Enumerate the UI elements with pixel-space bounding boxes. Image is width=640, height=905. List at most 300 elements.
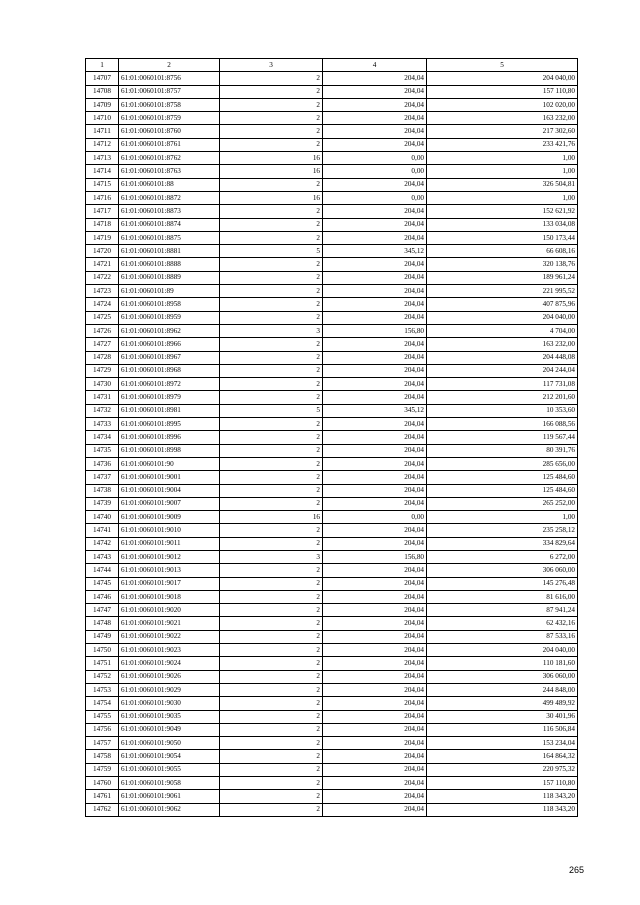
table-row [86, 457, 578, 470]
row-number-cell: 14723 [86, 285, 119, 298]
table-row [86, 750, 578, 763]
cadastral-number-cell: 61:01:0060101:8881 [119, 245, 220, 258]
cadastral-number-cell: 61:01:0060101:9007 [119, 497, 220, 510]
table-row [86, 165, 578, 178]
row-number-cell: 14719 [86, 231, 119, 244]
row-number-cell: 14721 [86, 258, 119, 271]
cadastral-number-cell: 61:01:0060101:9055 [119, 763, 220, 776]
code-cell: 2 [220, 138, 323, 151]
table-row [86, 152, 578, 165]
rate-cell: 0,00 [323, 152, 427, 165]
code-cell: 16 [220, 152, 323, 165]
table-row [86, 258, 578, 271]
table-row [86, 218, 578, 231]
table-row [86, 418, 578, 431]
row-number-cell: 14739 [86, 497, 119, 510]
row-number-cell: 14746 [86, 590, 119, 603]
value-cell: 125 484,60 [427, 471, 578, 484]
code-cell: 2 [220, 750, 323, 763]
rate-cell: 204,04 [323, 750, 427, 763]
row-number-cell: 14744 [86, 564, 119, 577]
rate-cell: 204,04 [323, 723, 427, 736]
rate-cell: 204,04 [323, 697, 427, 710]
code-cell: 2 [220, 231, 323, 244]
code-cell: 2 [220, 604, 323, 617]
row-number-cell: 14734 [86, 431, 119, 444]
header-row [86, 59, 578, 72]
header-cell-1: 1 [86, 59, 119, 72]
cadastral-number-cell: 61:01:0060101:8873 [119, 205, 220, 218]
row-number-cell: 14754 [86, 697, 119, 710]
rate-cell: 204,04 [323, 670, 427, 683]
rate-cell: 204,04 [323, 378, 427, 391]
value-cell: 235 258,12 [427, 524, 578, 537]
code-cell: 2 [220, 298, 323, 311]
table-row [86, 351, 578, 364]
row-number-cell: 14736 [86, 457, 119, 470]
rate-cell: 204,04 [323, 471, 427, 484]
value-cell: 4 704,00 [427, 324, 578, 337]
row-number-cell: 14741 [86, 524, 119, 537]
value-cell: 189 961,24 [427, 271, 578, 284]
table-row [86, 777, 578, 790]
code-cell: 3 [220, 550, 323, 563]
row-number-cell: 14743 [86, 550, 119, 563]
table-row [86, 391, 578, 404]
row-number-cell: 14757 [86, 737, 119, 750]
code-cell: 16 [220, 191, 323, 204]
cadastral-number-cell: 61:01:0060101:8968 [119, 364, 220, 377]
rate-cell: 204,04 [323, 790, 427, 803]
code-cell: 2 [220, 205, 323, 218]
row-number-cell: 14711 [86, 125, 119, 138]
value-cell: 204 040,00 [427, 644, 578, 657]
code-cell: 2 [220, 431, 323, 444]
table-row [86, 590, 578, 603]
header-cell-2: 2 [119, 59, 220, 72]
code-cell: 2 [220, 763, 323, 776]
rate-cell: 0,00 [323, 165, 427, 178]
value-cell: 157 110,80 [427, 85, 578, 98]
cadastral-number-cell: 61:01:0060101:8760 [119, 125, 220, 138]
cadastral-number-cell: 61:01:0060101:8762 [119, 152, 220, 165]
value-cell: 244 848,00 [427, 683, 578, 696]
cadastral-number-cell: 61:01:0060101:8959 [119, 311, 220, 324]
row-number-cell: 14713 [86, 152, 119, 165]
code-cell: 2 [220, 444, 323, 457]
table-row [86, 138, 578, 151]
value-cell: 334 829,64 [427, 537, 578, 550]
value-cell: 117 731,08 [427, 378, 578, 391]
code-cell: 5 [220, 404, 323, 417]
cadastral-number-cell: 61:01:0060101:8981 [119, 404, 220, 417]
value-cell: 164 864,32 [427, 750, 578, 763]
table-row [86, 630, 578, 643]
code-cell: 2 [220, 737, 323, 750]
code-cell: 2 [220, 723, 323, 736]
value-cell: 102 020,00 [427, 98, 578, 111]
value-cell: 221 995,52 [427, 285, 578, 298]
table-row [86, 431, 578, 444]
row-number-cell: 14712 [86, 138, 119, 151]
table-row [86, 324, 578, 337]
cadastral-number-cell: 61:01:0060101:9004 [119, 484, 220, 497]
rate-cell: 204,04 [323, 311, 427, 324]
table-row [86, 803, 578, 816]
cadastral-number-cell: 61:01:0060101:9011 [119, 537, 220, 550]
value-cell: 285 656,00 [427, 457, 578, 470]
rate-cell: 0,00 [323, 511, 427, 524]
value-cell: 152 621,92 [427, 205, 578, 218]
cadastral-number-cell: 61:01:0060101:9026 [119, 670, 220, 683]
cadastral-number-cell: 61:01:0060101:89 [119, 285, 220, 298]
value-cell: 204 448,08 [427, 351, 578, 364]
rate-cell: 204,04 [323, 564, 427, 577]
row-number-cell: 14735 [86, 444, 119, 457]
value-cell: 87 941,24 [427, 604, 578, 617]
table-row [86, 311, 578, 324]
rate-cell: 204,04 [323, 178, 427, 191]
table-row [86, 205, 578, 218]
table-row [86, 378, 578, 391]
table-row [86, 245, 578, 258]
code-cell: 2 [220, 418, 323, 431]
code-cell: 2 [220, 457, 323, 470]
rate-cell: 204,04 [323, 391, 427, 404]
cadastral-number-cell: 61:01:0060101:9010 [119, 524, 220, 537]
rate-cell: 204,04 [323, 364, 427, 377]
table-row [86, 723, 578, 736]
header-cell-5: 5 [427, 59, 578, 72]
cadastral-number-cell: 61:01:0060101:8998 [119, 444, 220, 457]
table-header [86, 59, 578, 72]
rate-cell: 204,04 [323, 338, 427, 351]
code-cell: 2 [220, 590, 323, 603]
code-cell: 2 [220, 630, 323, 643]
header-cell-3: 3 [220, 59, 323, 72]
row-number-cell: 14716 [86, 191, 119, 204]
rate-cell: 204,04 [323, 630, 427, 643]
code-cell: 2 [220, 524, 323, 537]
table-row [86, 577, 578, 590]
table-row [86, 550, 578, 563]
code-cell: 2 [220, 178, 323, 191]
value-cell: 499 489,92 [427, 697, 578, 710]
cadastral-number-cell: 61:01:0060101:9062 [119, 803, 220, 816]
row-number-cell: 14756 [86, 723, 119, 736]
row-number-cell: 14760 [86, 777, 119, 790]
rate-cell: 204,04 [323, 351, 427, 364]
value-cell: 62 432,16 [427, 617, 578, 630]
code-cell: 2 [220, 72, 323, 85]
rate-cell: 204,04 [323, 590, 427, 603]
code-cell: 3 [220, 324, 323, 337]
value-cell: 80 391,76 [427, 444, 578, 457]
rate-cell: 204,04 [323, 683, 427, 696]
row-number-cell: 14752 [86, 670, 119, 683]
value-cell: 119 567,44 [427, 431, 578, 444]
code-cell: 2 [220, 338, 323, 351]
rate-cell: 204,04 [323, 231, 427, 244]
row-number-cell: 14720 [86, 245, 119, 258]
code-cell: 2 [220, 644, 323, 657]
row-number-cell: 14710 [86, 112, 119, 125]
row-number-cell: 14708 [86, 85, 119, 98]
cadastral-number-cell: 61:01:0060101:9049 [119, 723, 220, 736]
code-cell: 2 [220, 218, 323, 231]
cadastral-number-cell: 61:01:0060101:9035 [119, 710, 220, 723]
cadastral-number-cell: 61:01:0060101:9058 [119, 777, 220, 790]
row-number-cell: 14707 [86, 72, 119, 85]
row-number-cell: 14724 [86, 298, 119, 311]
value-cell: 66 608,16 [427, 245, 578, 258]
rate-cell: 156,80 [323, 550, 427, 563]
code-cell: 2 [220, 537, 323, 550]
row-number-cell: 14745 [86, 577, 119, 590]
cadastral-number-cell: 61:01:0060101:88 [119, 178, 220, 191]
cadastral-number-cell: 61:01:0060101:9020 [119, 604, 220, 617]
value-cell: 220 975,32 [427, 763, 578, 776]
cadastral-number-cell: 61:01:0060101:9054 [119, 750, 220, 763]
value-cell: 10 353,60 [427, 404, 578, 417]
code-cell: 2 [220, 311, 323, 324]
code-cell: 2 [220, 98, 323, 111]
table-row [86, 737, 578, 750]
table-row [86, 85, 578, 98]
cadastral-number-cell: 61:01:0060101:8967 [119, 351, 220, 364]
row-number-cell: 14730 [86, 378, 119, 391]
row-number-cell: 14742 [86, 537, 119, 550]
value-cell: 87 533,16 [427, 630, 578, 643]
table-row [86, 285, 578, 298]
rate-cell: 204,04 [323, 418, 427, 431]
code-cell: 2 [220, 803, 323, 816]
cadastral-number-cell: 61:01:0060101:8757 [119, 85, 220, 98]
row-number-cell: 14715 [86, 178, 119, 191]
cadastral-number-cell: 61:01:0060101:9021 [119, 617, 220, 630]
row-number-cell: 14722 [86, 271, 119, 284]
cadastral-number-cell: 61:01:0060101:9013 [119, 564, 220, 577]
value-cell: 153 234,04 [427, 737, 578, 750]
table-row [86, 763, 578, 776]
code-cell: 2 [220, 697, 323, 710]
value-cell: 1,00 [427, 165, 578, 178]
value-cell: 217 302,60 [427, 125, 578, 138]
rate-cell: 204,04 [323, 72, 427, 85]
rate-cell: 0,00 [323, 191, 427, 204]
row-number-cell: 14748 [86, 617, 119, 630]
cadastral-number-cell: 61:01:0060101:8972 [119, 378, 220, 391]
cadastral-number-cell: 61:01:0060101:8979 [119, 391, 220, 404]
rate-cell: 204,04 [323, 577, 427, 590]
row-number-cell: 14762 [86, 803, 119, 816]
code-cell: 2 [220, 484, 323, 497]
row-number-cell: 14728 [86, 351, 119, 364]
value-cell: 145 276,48 [427, 577, 578, 590]
table-row [86, 484, 578, 497]
value-cell: 204 040,00 [427, 311, 578, 324]
value-cell: 306 060,00 [427, 564, 578, 577]
row-number-cell: 14759 [86, 763, 119, 776]
row-number-cell: 14729 [86, 364, 119, 377]
table-row [86, 298, 578, 311]
rate-cell: 204,04 [323, 298, 427, 311]
code-cell: 2 [220, 497, 323, 510]
code-cell: 2 [220, 85, 323, 98]
table-row [86, 125, 578, 138]
rate-cell: 204,04 [323, 205, 427, 218]
table-row [86, 670, 578, 683]
code-cell: 2 [220, 271, 323, 284]
code-cell: 2 [220, 683, 323, 696]
table-body [86, 72, 578, 817]
code-cell: 2 [220, 670, 323, 683]
cadastral-number-cell: 61:01:0060101:8958 [119, 298, 220, 311]
row-number-cell: 14747 [86, 604, 119, 617]
cadastral-number-cell: 61:01:0060101:8966 [119, 338, 220, 351]
table-row [86, 564, 578, 577]
rate-cell: 204,04 [323, 85, 427, 98]
cadastral-number-cell: 61:01:0060101:8758 [119, 98, 220, 111]
table-row [86, 683, 578, 696]
value-cell: 118 343,20 [427, 790, 578, 803]
cadastral-number-cell: 61:01:0060101:9061 [119, 790, 220, 803]
rate-cell: 204,04 [323, 763, 427, 776]
code-cell: 2 [220, 564, 323, 577]
table-row [86, 231, 578, 244]
code-cell: 2 [220, 112, 323, 125]
cadastral-number-cell: 61:01:0060101:8763 [119, 165, 220, 178]
code-cell: 2 [220, 471, 323, 484]
value-cell: 81 616,00 [427, 590, 578, 603]
row-number-cell: 14751 [86, 657, 119, 670]
code-cell: 2 [220, 351, 323, 364]
row-number-cell: 14740 [86, 511, 119, 524]
rate-cell: 204,04 [323, 258, 427, 271]
rate-cell: 204,04 [323, 138, 427, 151]
rate-cell: 204,04 [323, 457, 427, 470]
cadastral-number-cell: 61:01:0060101:8874 [119, 218, 220, 231]
code-cell: 2 [220, 378, 323, 391]
value-cell: 1,00 [427, 152, 578, 165]
value-cell: 6 272,00 [427, 550, 578, 563]
row-number-cell: 14733 [86, 418, 119, 431]
table-row [86, 657, 578, 670]
rate-cell: 204,04 [323, 497, 427, 510]
cadastral-number-cell: 61:01:0060101:9030 [119, 697, 220, 710]
table-row [86, 497, 578, 510]
rate-cell: 345,12 [323, 404, 427, 417]
rate-cell: 204,04 [323, 524, 427, 537]
value-cell: 407 875,96 [427, 298, 578, 311]
value-cell: 1,00 [427, 191, 578, 204]
cadastral-number-cell: 61:01:0060101:9022 [119, 630, 220, 643]
table-row [86, 178, 578, 191]
table-row [86, 644, 578, 657]
row-number-cell: 14749 [86, 630, 119, 643]
value-cell: 212 201,60 [427, 391, 578, 404]
rate-cell: 204,04 [323, 537, 427, 550]
table-row [86, 112, 578, 125]
value-cell: 133 034,08 [427, 218, 578, 231]
cadastral-number-cell: 61:01:0060101:9018 [119, 590, 220, 603]
code-cell: 2 [220, 777, 323, 790]
table-row [86, 617, 578, 630]
code-cell: 2 [220, 617, 323, 630]
code-cell: 2 [220, 258, 323, 271]
data-table [85, 58, 578, 817]
cadastral-number-cell: 61:01:0060101:9001 [119, 471, 220, 484]
code-cell: 2 [220, 285, 323, 298]
table-row [86, 524, 578, 537]
table-row [86, 537, 578, 550]
table-row [86, 604, 578, 617]
table-row [86, 338, 578, 351]
table-row [86, 404, 578, 417]
table-row [86, 98, 578, 111]
cadastral-number-cell: 61:01:0060101:8759 [119, 112, 220, 125]
table-row [86, 72, 578, 85]
cadastral-number-cell: 61:01:0060101:8761 [119, 138, 220, 151]
table-row [86, 471, 578, 484]
rate-cell: 204,04 [323, 803, 427, 816]
cadastral-number-cell: 61:01:0060101:8995 [119, 418, 220, 431]
value-cell: 320 138,76 [427, 258, 578, 271]
rate-cell: 204,04 [323, 604, 427, 617]
value-cell: 163 232,00 [427, 112, 578, 125]
value-cell: 110 181,60 [427, 657, 578, 670]
cadastral-number-cell: 61:01:0060101:8875 [119, 231, 220, 244]
rate-cell: 204,04 [323, 710, 427, 723]
cadastral-number-cell: 61:01:0060101:8872 [119, 191, 220, 204]
value-cell: 118 343,20 [427, 803, 578, 816]
cadastral-number-cell: 61:01:0060101:8888 [119, 258, 220, 271]
row-number-cell: 14761 [86, 790, 119, 803]
rate-cell: 156,80 [323, 324, 427, 337]
page-number: 265 [568, 865, 584, 875]
code-cell: 2 [220, 710, 323, 723]
rate-cell: 204,04 [323, 617, 427, 630]
row-number-cell: 14753 [86, 683, 119, 696]
rate-cell: 204,04 [323, 484, 427, 497]
code-cell: 5 [220, 245, 323, 258]
code-cell: 2 [220, 364, 323, 377]
row-number-cell: 14750 [86, 644, 119, 657]
value-cell: 265 252,00 [427, 497, 578, 510]
value-cell: 306 060,00 [427, 670, 578, 683]
code-cell: 16 [220, 165, 323, 178]
row-number-cell: 14717 [86, 205, 119, 218]
cadastral-number-cell: 61:01:0060101:90 [119, 457, 220, 470]
row-number-cell: 14725 [86, 311, 119, 324]
rate-cell: 204,04 [323, 431, 427, 444]
cadastral-number-cell: 61:01:0060101:8889 [119, 271, 220, 284]
code-cell: 2 [220, 391, 323, 404]
row-number-cell: 14737 [86, 471, 119, 484]
cadastral-number-cell: 61:01:0060101:8756 [119, 72, 220, 85]
table-row [86, 511, 578, 524]
code-cell: 2 [220, 577, 323, 590]
header-cell-4: 4 [323, 59, 427, 72]
value-cell: 125 484,60 [427, 484, 578, 497]
code-cell: 2 [220, 125, 323, 138]
rate-cell: 204,04 [323, 737, 427, 750]
code-cell: 16 [220, 511, 323, 524]
cadastral-number-cell: 61:01:0060101:9017 [119, 577, 220, 590]
row-number-cell: 14738 [86, 484, 119, 497]
table-row [86, 710, 578, 723]
table-row [86, 271, 578, 284]
